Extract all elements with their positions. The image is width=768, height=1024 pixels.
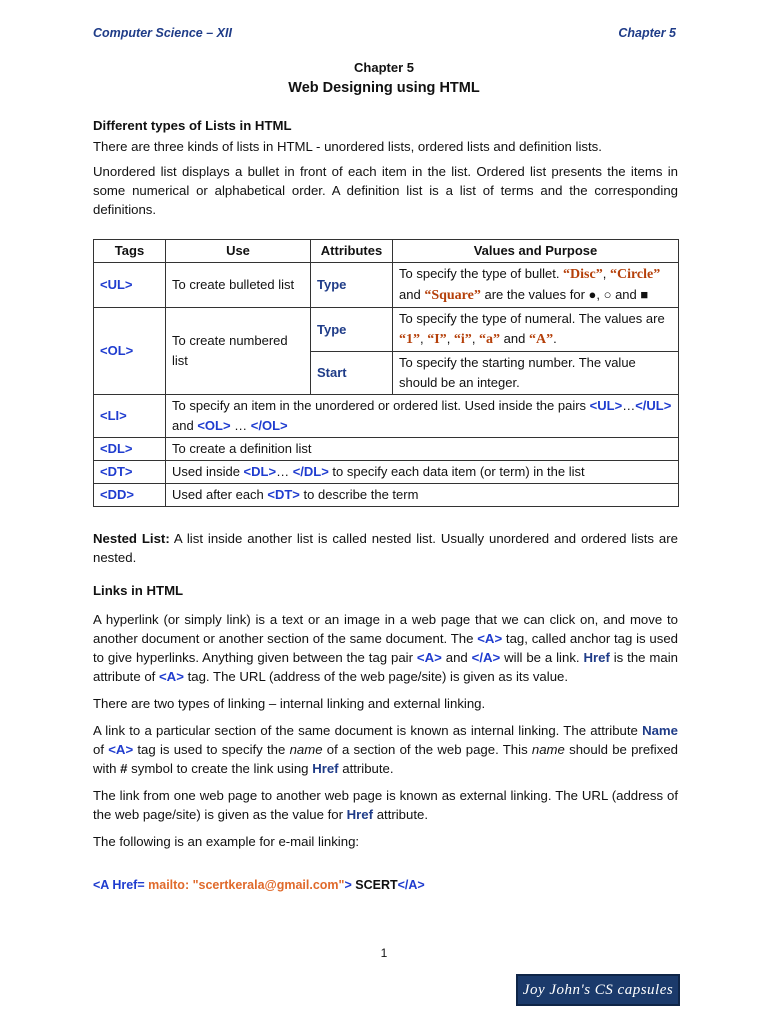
attr-href: Href xyxy=(312,761,339,776)
table-header-values: Values and Purpose xyxy=(393,240,679,263)
text: , xyxy=(602,266,610,281)
nested-list-paragraph xyxy=(93,529,678,567)
chapter-number: Chapter 5 xyxy=(354,60,414,75)
cell-tag-dd: <DD> xyxy=(94,484,166,507)
tag-a: <A> xyxy=(158,669,184,684)
tag-a: <A> xyxy=(416,650,442,665)
cell-tag-ol: <OL> xyxy=(94,308,166,395)
text: of xyxy=(93,742,109,757)
table-header-attributes: Attributes xyxy=(311,240,393,263)
text: tag is used to specify the xyxy=(133,742,290,757)
cell-tag-ul: <UL> xyxy=(94,263,166,308)
text: A list inside another list is called nested list. Usually unordered and ordered lists are nested. xyxy=(93,531,678,565)
text: and xyxy=(172,418,198,433)
cell-desc-dd xyxy=(166,484,679,507)
nested-list-label: Nested List: xyxy=(93,531,170,546)
lists-intro-paragraph: There are three kinds of lists in HTML - unordered lists, ordered lists and definition lists. xyxy=(93,139,602,154)
text: of a section of the web page. This xyxy=(322,742,532,757)
text: , xyxy=(420,331,428,346)
text-name-italic: name xyxy=(289,742,323,757)
text: to describe the term xyxy=(299,487,419,502)
tag-ol-open: <OL> xyxy=(197,418,231,433)
text: to specify each data item (or term) in the list xyxy=(328,464,585,479)
author-badge: Joy John's CS capsules xyxy=(516,974,680,1006)
hash-symbol: # xyxy=(120,761,128,776)
cell-tag-dt: <DT> xyxy=(94,461,166,484)
text: , xyxy=(471,331,480,346)
lists-description-paragraph: Unordered list displays a bullet in front of each item in the list. Ordered list presents the items in some numerical or alphabetical order. A definition list is a list of terms and the corresponding definitions. xyxy=(93,164,678,217)
text: A link to a particular section of the same document is known as internal linking. The attribute xyxy=(93,723,643,738)
table-row-dt xyxy=(94,461,679,484)
links-heading: Links in HTML xyxy=(93,583,184,598)
table-row-dl xyxy=(94,438,679,461)
cell-tag-dl: <DL> xyxy=(94,438,166,461)
text: A hyperlink (or simply link) is a text or an image in a web page that we can click on, and move to another document or another section of the same document. The xyxy=(93,612,678,646)
cell-values-ol-type xyxy=(393,308,679,352)
text: attribute. xyxy=(373,807,429,822)
tag-dl-open: <DL> xyxy=(243,464,277,479)
text: To specify the type of numeral. The values are xyxy=(399,311,665,326)
table-header-use: Use xyxy=(166,240,311,263)
cell-tag-li: <LI> xyxy=(94,395,166,438)
value-disc: “Disc” xyxy=(563,267,603,282)
text: and xyxy=(399,287,425,302)
attr-name: Name xyxy=(642,723,678,738)
code-link-text: SCERT xyxy=(351,878,398,892)
tag-dt: <DT> xyxy=(267,487,300,502)
table-row-li xyxy=(94,395,679,438)
value-lower-i: “i” xyxy=(453,332,472,347)
cell-desc-dl: To create a definition list xyxy=(166,438,679,461)
text: Used after each xyxy=(172,487,268,502)
attr-href: Href xyxy=(346,807,374,822)
text: Used inside xyxy=(172,464,244,479)
table-header-tags: Tags xyxy=(94,240,166,263)
tag-a-close: </A> xyxy=(471,650,501,665)
value-upper-i: “I” xyxy=(427,332,447,347)
text: are the values for ●, ○ and ■ xyxy=(480,287,649,302)
code-open-tag: <A Href= xyxy=(93,878,145,892)
text: and xyxy=(441,650,472,665)
code-bracket: > xyxy=(344,878,352,892)
links-paragraph-3 xyxy=(93,721,678,778)
attr-href: Href xyxy=(583,650,610,665)
cell-attr-ol-type: Type xyxy=(311,308,393,352)
cell-attr-ol-start: Start xyxy=(311,352,393,395)
value-1: “1” xyxy=(399,332,420,347)
links-paragraph-2: There are two types of linking – internal linking and external linking. xyxy=(93,696,486,711)
tag-ol-close: </OL> xyxy=(250,418,288,433)
text: and xyxy=(500,331,529,346)
code-close-tag: </A> xyxy=(397,878,425,892)
text: To specify the type of bullet. xyxy=(399,266,564,281)
table-row-dd xyxy=(94,484,679,507)
title-block xyxy=(0,60,768,96)
cell-values-ol-start: To specify the starting number. The value should be an integer. xyxy=(393,352,679,395)
text: The link from one web page to another web page is known as external linking. The URL (address of the web page/site) is given as the value for xyxy=(93,788,678,822)
text: , xyxy=(446,331,454,346)
text: … xyxy=(276,464,293,479)
cell-values-ul xyxy=(393,263,679,308)
text: will be a link. xyxy=(500,650,584,665)
text: … xyxy=(622,398,636,413)
content xyxy=(93,116,678,851)
header-chapter: Chapter 5 xyxy=(618,26,676,40)
tag-a: <A> xyxy=(477,631,503,646)
text: . xyxy=(553,331,557,346)
cell-desc-dt xyxy=(166,461,679,484)
running-header xyxy=(93,26,676,40)
tag-ul-open: <UL> xyxy=(589,398,623,413)
text-name-italic: name xyxy=(531,742,565,757)
cell-use-ol: To create numbered list xyxy=(166,308,311,395)
text: tag, called anchor tag is used to give hyperlinks. Anything given between the tag pair xyxy=(93,631,678,665)
page-number: 1 xyxy=(380,946,388,960)
code-mailto: mailto: "scertkerala@gmail.com" xyxy=(144,878,345,892)
text: … xyxy=(230,418,251,433)
value-lower-a: “a” xyxy=(479,332,501,347)
table-header-row xyxy=(94,240,679,263)
email-link-example xyxy=(93,878,425,892)
links-paragraph-1 xyxy=(93,610,678,686)
cell-use-ul: To create bulleted list xyxy=(166,263,311,308)
tag-dl-close: </DL> xyxy=(292,464,329,479)
lists-heading: Different types of Lists in HTML xyxy=(93,118,292,133)
tag-a: <A> xyxy=(108,742,134,757)
text: symbol to create the link using xyxy=(127,761,313,776)
table-row-ul xyxy=(94,263,679,308)
value-circle: “Circle” xyxy=(609,267,661,282)
text: is the main attribute of xyxy=(93,650,678,684)
header-subject: Computer Science – XII xyxy=(93,26,232,40)
table-row-ol-type xyxy=(94,308,679,352)
cell-attr-ul-type: Type xyxy=(311,263,393,308)
value-square: “Square” xyxy=(424,288,481,303)
text: should be prefixed with xyxy=(93,742,679,776)
value-upper-a: “A” xyxy=(528,332,554,347)
list-tags-table xyxy=(93,239,679,507)
links-paragraph-4 xyxy=(93,786,678,824)
links-paragraph-5: The following is an example for e-mail linking: xyxy=(93,834,360,849)
text: To specify an item in the unordered or ordered list. Used inside the pairs xyxy=(172,398,590,413)
chapter-title: Web Designing using HTML xyxy=(288,80,480,96)
cell-desc-li xyxy=(166,395,679,438)
text: tag. The URL (address of the web page/site) is given as its value. xyxy=(183,669,569,684)
tag-ul-close: </UL> xyxy=(635,398,672,413)
text: attribute. xyxy=(338,761,394,776)
